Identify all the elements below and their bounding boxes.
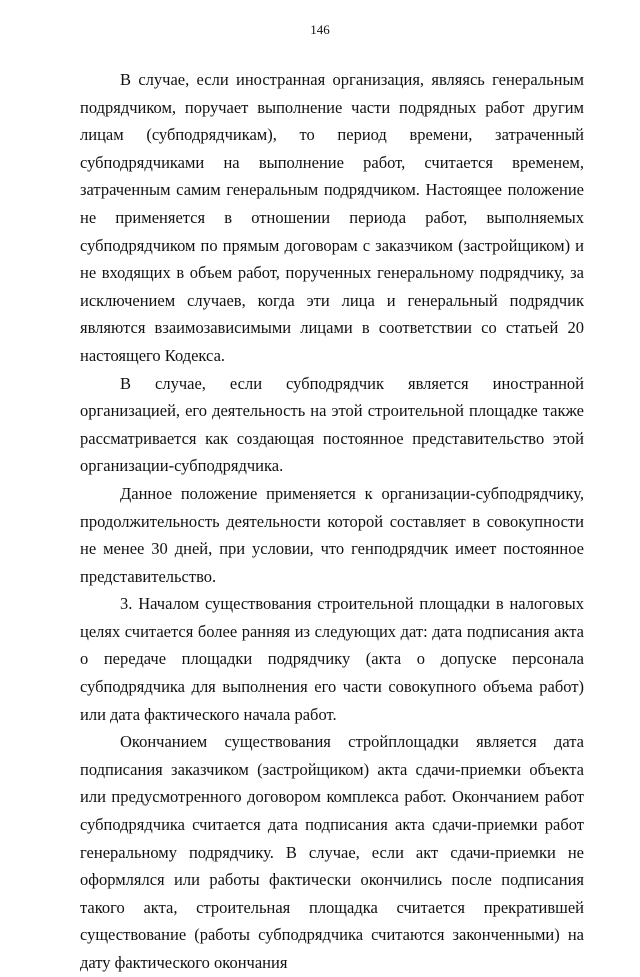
paragraph-end-of-site: Окончанием существования стройплощадки является дата подписания заказчиком (застройщиком) акта сдачи-приемки объекта или предусмотренного договором комплекса работ. Окончанием работ субподрядчика считается дата подписания акта сдачи-приемки работ генеральному подрядчику. В случае, если акт сдачи-приемки не оформлялся или работы фактически окончились после подписания такого акта, строительная площадка считается прекратившей существование (работы субподрядчика считаются законченными) на дату фактического окончания	[80, 732, 584, 972]
page-number: 146	[310, 22, 330, 37]
paragraph-foreign-subcontractor: В случае, если субподрядчик является иностранной организацией, его деятельность на этой строительной площадке также рассматривается как создающая постоянное представительство этой организации-субподрядчика.	[80, 373, 584, 476]
document-body	[80, 66, 584, 977]
paragraph-start-of-site: 3. Началом существования строительной площадки в налоговых целях считается более ранняя из следующих дат: дата подписания акта о передаче площадки подрядчику (акта о допуске персонала субподрядчика для выполнения его части совокупного объема работ) или дата фактического начала работ.	[80, 594, 584, 724]
paragraph-duration-condition: Данное положение применяется к организации-субподрядчику, продолжительность деятельности которой составляет в совокупности не менее 30 дней, при условии, что генподрядчик имеет постоянное представительство.	[80, 483, 584, 586]
paragraph-general-contractor: В случае, если иностранная организация, являясь генеральным подрядчиком, поручает выполнение части подрядных работ другим лицам (субподрядчикам), то период времени, затраченный субподрядчиками на выполнение работ, считается временем, затраченным самим генеральным подрядчиком. Настоящее положение не применяется в отношении периода работ, выполняемых субподрядчиком по прямым договорам с заказчиком (застройщиком) и не входящих в объем работ, порученных генеральному подрядчику, за исключением случаев, когда эти лица и генеральный подрядчик являются взаимозависимыми лицами в соответствии со статьей 20 настоящего Кодекса.	[80, 70, 584, 365]
